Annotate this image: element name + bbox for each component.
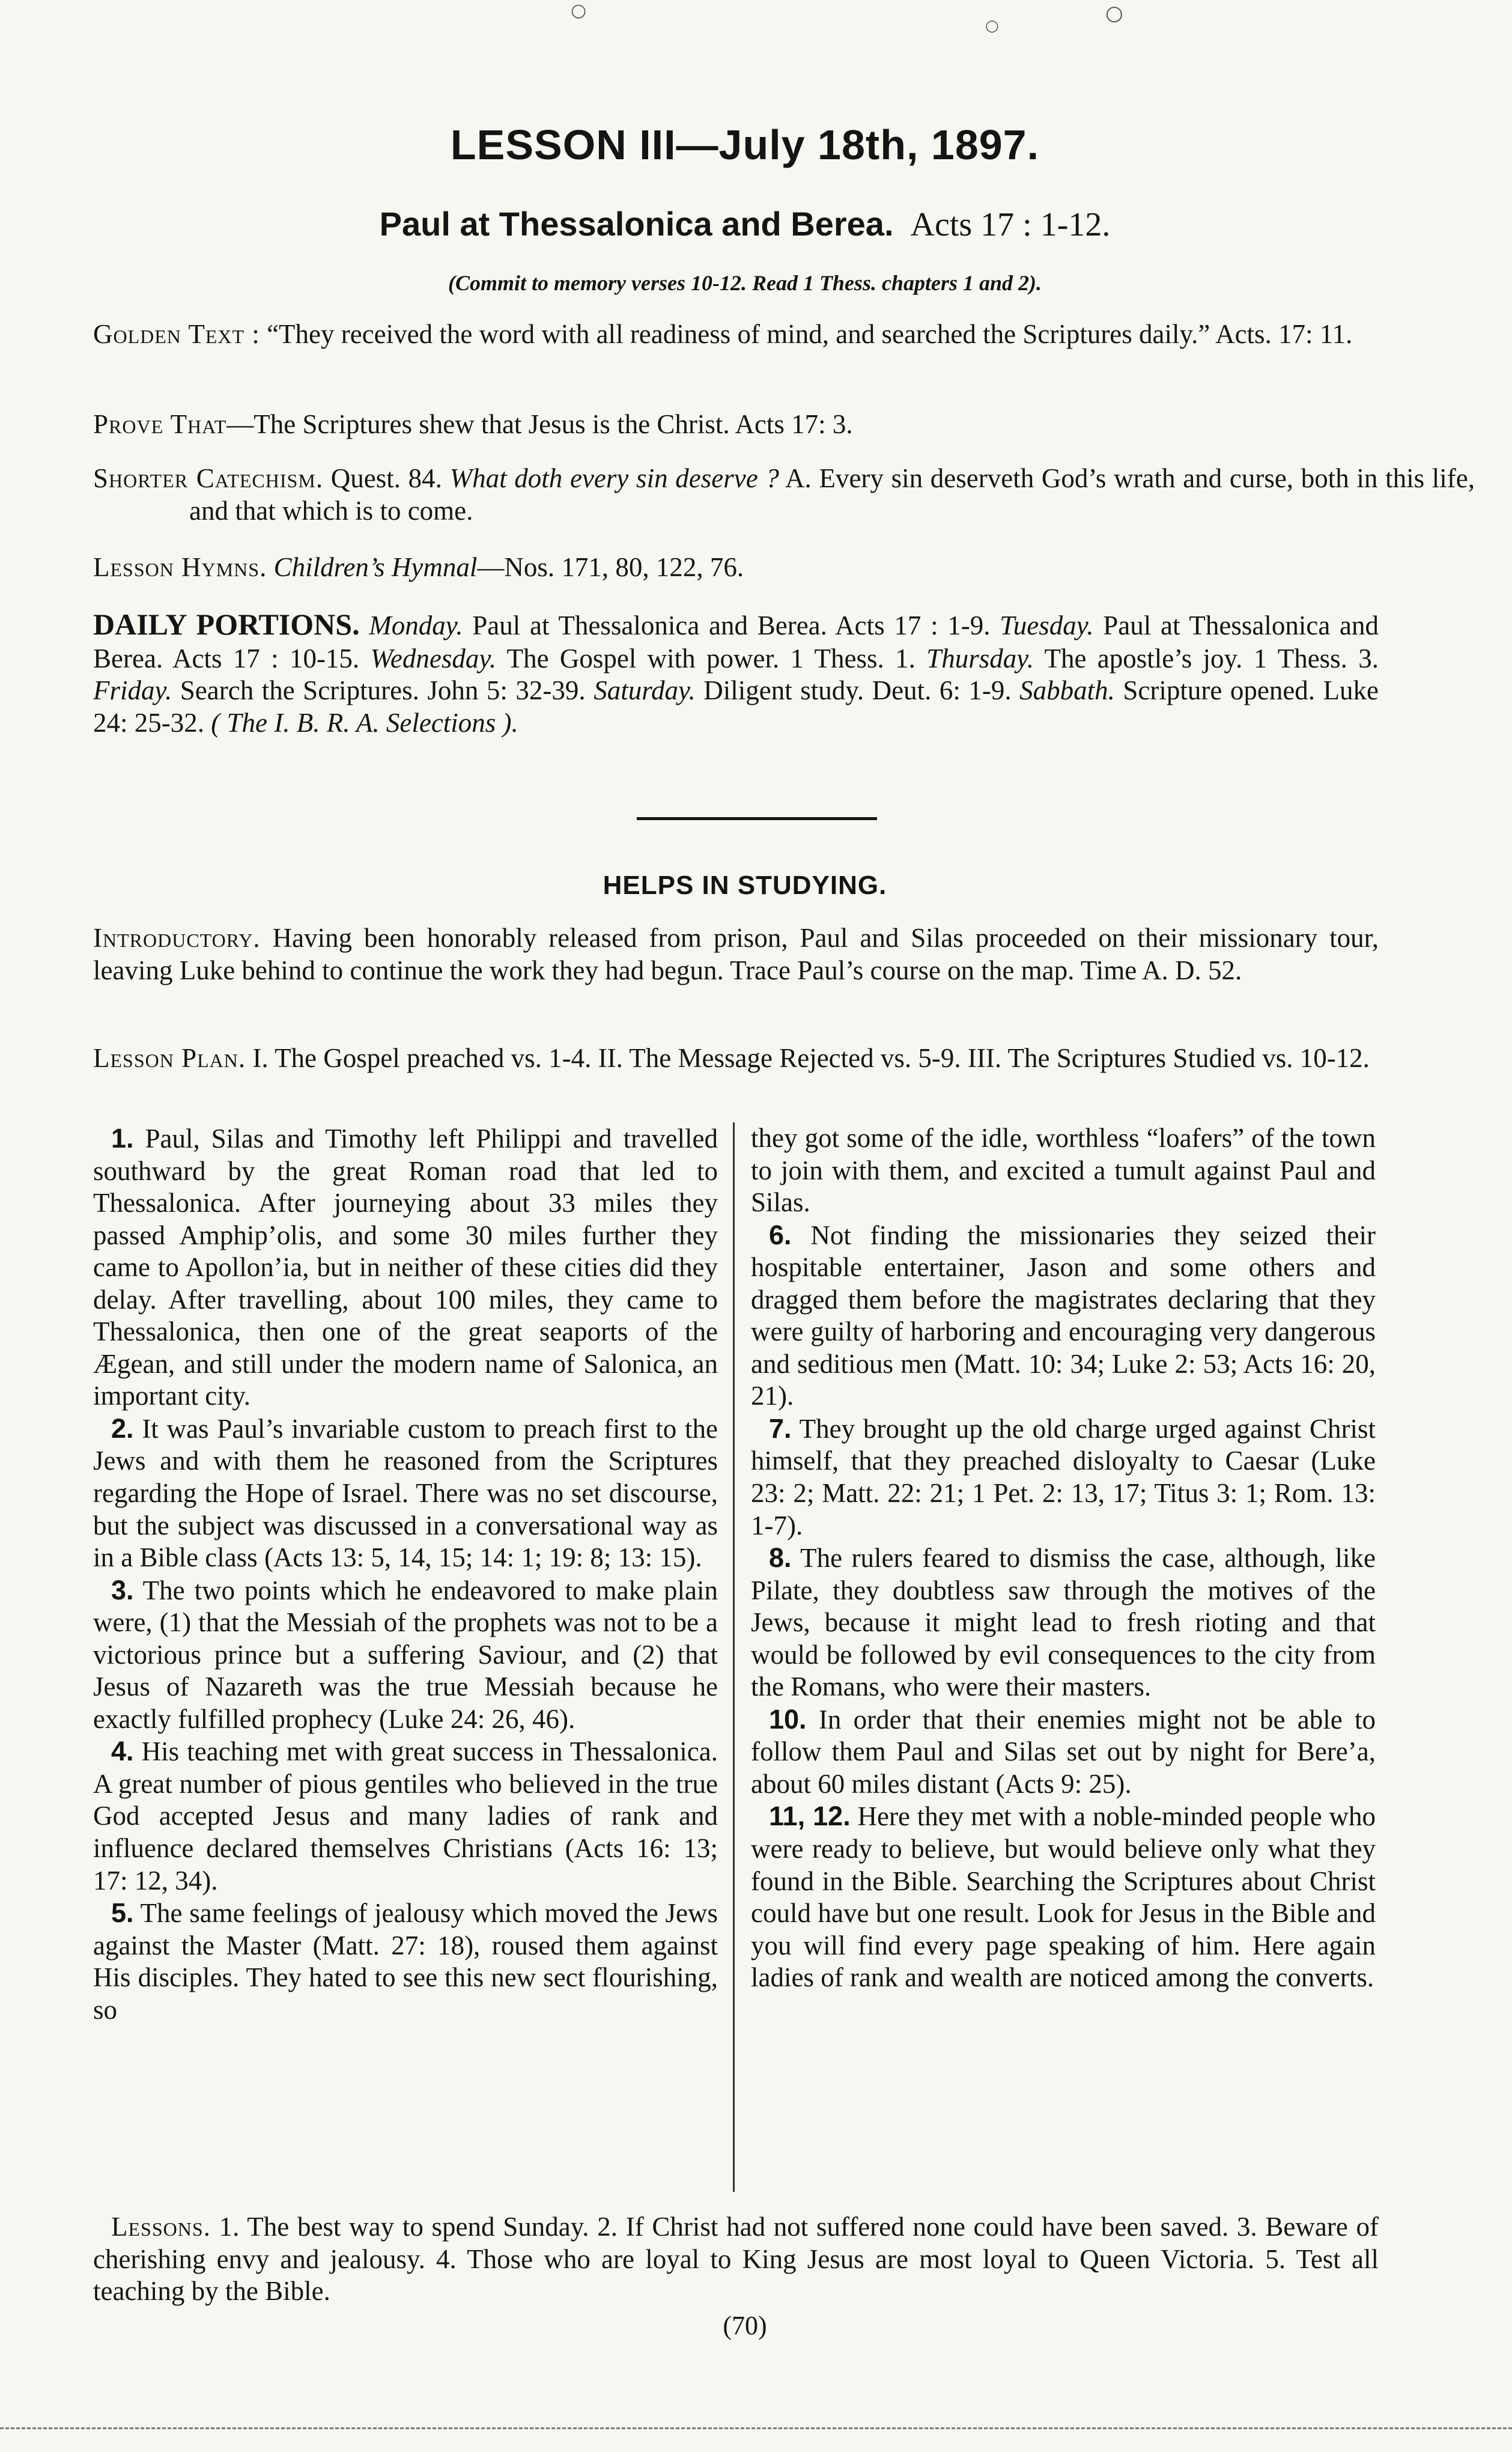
paragraph-number: 8. [769, 1542, 792, 1574]
study-paragraph [751, 1219, 1376, 1413]
paragraph-number: 11, 12. [769, 1801, 851, 1832]
portion-text: Paul at Thessalonica and Berea. Acts 17 : 1-9. [472, 610, 991, 640]
paragraph-number: 4. [111, 1736, 134, 1767]
portion-text: Paul at Thessalonica and Berea. Acts 17 : 10-15. [93, 610, 1379, 674]
paragraph-text: Here they met with a noble-minded people who were ready to believe, but would believe only what they found in the Bible. Searching the Scriptures about Christ could have but one result. Look for Jesus in the Bible and you will find every page speaking of him. Here again ladies of rank and wealth are noticed among the converts. [751, 1801, 1376, 1993]
portion-day: Saturday. [594, 675, 696, 706]
subtitle-reference: Acts 17 : 1-12. [910, 206, 1111, 243]
shorter-catechism [93, 463, 1475, 527]
paragraph-text: The same feelings of jealousy which moved the Jews against the Master (Matt. 27: 18), roused them against His disciples. They hated to see this new sect flourishing, so [93, 1898, 718, 2025]
study-paragraph [93, 1897, 718, 2026]
portion-day: Thursday. [926, 643, 1034, 674]
portion-day: Sabbath. [1019, 675, 1115, 706]
paragraph-text: The two points which he endeavored to make plain were, (1) that the Messiah of the prophets was not to be a victorious prince but a suffering Saviour, and (2) that Jesus of Nazareth was the true Messiah because he exactly fulfilled prophecy (Luke 24: 26, 46). [93, 1575, 718, 1734]
study-paragraph [751, 1413, 1376, 1542]
subtitle-main: Paul at Thessalonica and Berea. [379, 205, 894, 243]
study-paragraph [93, 1574, 718, 1736]
study-paragraph [751, 1542, 1376, 1703]
portion-source: ( The I. B. R. A. Selections ). [211, 707, 518, 738]
right-column [751, 1122, 1376, 1994]
lesson-plan [93, 1042, 1379, 1075]
print-speck: ○ [1105, 1, 1123, 25]
catechism-quest: Quest. 84. [330, 463, 442, 493]
print-speck: ○ [571, 0, 587, 21]
paragraph-text: His teaching met with great success in Thessalonica. A great number of pious gentiles who believed in the true God accepted Jesus and many ladies of rank and influence declared themselves Christians (Acts 16: 13; 17: 12, 34). [93, 1736, 718, 1896]
paragraph-number: 5. [111, 1897, 134, 1929]
paragraph-number: 3. [111, 1574, 134, 1605]
portion-day: Monday. [369, 610, 463, 640]
golden-text [93, 318, 1475, 351]
study-paragraph [93, 1735, 718, 1897]
portion-text: Scripture opened. Luke 24: 25-32. [93, 675, 1379, 738]
print-speck: ○ [985, 17, 999, 35]
column-divider [733, 1122, 735, 2192]
portion-day: Wednesday. [370, 643, 497, 674]
paragraph-text: In order that their enemies might not be able to follow them Paul and Silas set out by night for Bere’a, about 60 miles distant (Acts 9: 25). [751, 1704, 1376, 1799]
portion-day: Tuesday. [1000, 610, 1094, 640]
paragraph-text: It was Paul’s invariable custom to preach first to the Jews and with them he reasoned from the Scriptures regarding the Hope of Israel. There was no set discourse, but the subject was discussed in a conversational way as in a Bible class (Acts 13: 5, 14, 15; 14: 1; 19: 8; 13: 15). [93, 1413, 718, 1573]
paragraph-text: they got some of the idle, worthless “loafers” of the town to join with them, and excited a tumult against Paul and Silas. [751, 1123, 1376, 1218]
prove-that [93, 409, 1475, 441]
prove-that-label: Prove That [93, 409, 227, 439]
lesson-hymns [93, 552, 1379, 584]
paragraph-text: Paul, Silas and Timothy left Philippi and travelled southward by the great Roman road that led to Thessalonica. After journeying about 33 miles they passed Amphip’olis, and some 30 miles further they came to Apollon’ia, but in neither of these cities did they delay. After travelling, about 100 miles, they came to Thessalonica, then one of the great seaports of the Ægean, and still under the modern name of Salonica, an important city. [93, 1124, 718, 1411]
introductory-label: Introductory. [93, 923, 261, 953]
study-paragraph [93, 1122, 718, 1413]
daily-portions-label: DAILY PORTIONS. [93, 607, 360, 641]
catechism-question: What doth every sin deserve ? [449, 463, 779, 493]
paragraph-text: Not finding the missionaries they seized their hospitable entertainer, Jason and some others and dragged them before the magistrates declaring that they were guilty of harboring and encouraging very dangerous and seditious men (Matt. 10: 34; Luke 2: 53; Acts 16: 20, 21). [751, 1220, 1376, 1411]
hymns-numbers: —Nos. 171, 80, 122, 76. [477, 552, 744, 582]
paragraph-number: 6. [769, 1219, 792, 1250]
lesson-subtitle [93, 204, 1397, 245]
paragraph-text: They brought up the old charge urged against Christ himself, that they preached disloyalty to Caesar (Luke 23: 2; Matt. 22: 21; 1 Pet. 2: 13, 17; Titus 3: 1; Rom. 13: 1-7). [751, 1413, 1376, 1541]
study-paragraph [751, 1800, 1376, 1994]
hymns-label: Lesson Hymns. [93, 552, 267, 582]
daily-portions [93, 607, 1379, 739]
paragraph-text: The rulers feared to dismiss the case, although, like Pilate, they doubtless saw through the motives of the Jews, because it might lead to fresh rioting and that would be followed by evil consequences to the city from the Romans, who were their masters. [751, 1543, 1376, 1702]
portion-text: The apostle’s joy. 1 Thess. 3. [1044, 643, 1379, 674]
study-paragraph [751, 1703, 1376, 1801]
paragraph-number: 7. [769, 1413, 792, 1444]
lesson-plan-body: I. The Gospel preached vs. 1-4. II. The Message Rejected vs. 5-9. III. The Scriptures Studied vs. 10-12. [252, 1043, 1370, 1073]
lessons [93, 2211, 1379, 2308]
lesson-title: LESSON III—July 18th, 1897. [450, 121, 1040, 168]
golden-text-body: “They received the word with all readiness of mind, and searched the Scriptures daily.” Acts. 17: 11. [267, 319, 1353, 349]
left-column [93, 1122, 718, 2026]
prove-that-body: —The Scriptures shew that Jesus is the Christ. Acts 17: 3. [226, 409, 853, 439]
introductory-body: Having been honorably released from prison, Paul and Silas proceeded on their missionary tour, leaving Luke behind to continue the work they had begun. Trace Paul’s course on the map. Time A. D. 52. [93, 923, 1379, 985]
page-number: (70) [723, 2311, 767, 2340]
portion-text: Diligent study. Deut. 6: 1-9. [703, 675, 1012, 706]
lessons-body: 1. The best way to spend Sunday. 2. If Christ had not suffered none could have been saved. 3. Beware of cherishing envy and jealousy. 4. Those who are loyal to King Jesus are most loyal to Queen Victoria. 5. Test all teaching by the Bible. [93, 2212, 1379, 2307]
portion-text: Search the Scriptures. John 5: 32-39. [180, 675, 586, 706]
lessons-label: Lessons. [111, 2212, 211, 2242]
paragraph-number: 10. [769, 1703, 807, 1735]
paragraph-number: 1. [111, 1123, 134, 1154]
introductory [93, 922, 1379, 987]
portion-text: The Gospel with power. 1 Thess. 1. [506, 643, 915, 674]
section-divider [637, 817, 877, 820]
memory-verses-note: (Commit to memory verses 10-12. Read 1 Thess. chapters 1 and 2). [448, 271, 1042, 295]
golden-text-label: Golden Text : [93, 319, 260, 349]
lesson-plan-label: Lesson Plan. [93, 1043, 246, 1073]
paragraph-number: 2. [111, 1413, 134, 1444]
study-paragraph [93, 1413, 718, 1574]
portion-day: Friday. [93, 675, 172, 706]
catechism-label: Shorter Catechism. [93, 463, 324, 493]
catechism-answer: A. Every sin deserveth God’s wrath and curse, both in this life, and that which is to come. [189, 463, 1475, 526]
hymns-source: Children’s Hymnal [273, 552, 478, 582]
page-edge-rule [0, 2427, 1512, 2429]
helps-heading: HELPS IN STUDYING. [603, 871, 887, 900]
study-paragraph [751, 1122, 1376, 1219]
